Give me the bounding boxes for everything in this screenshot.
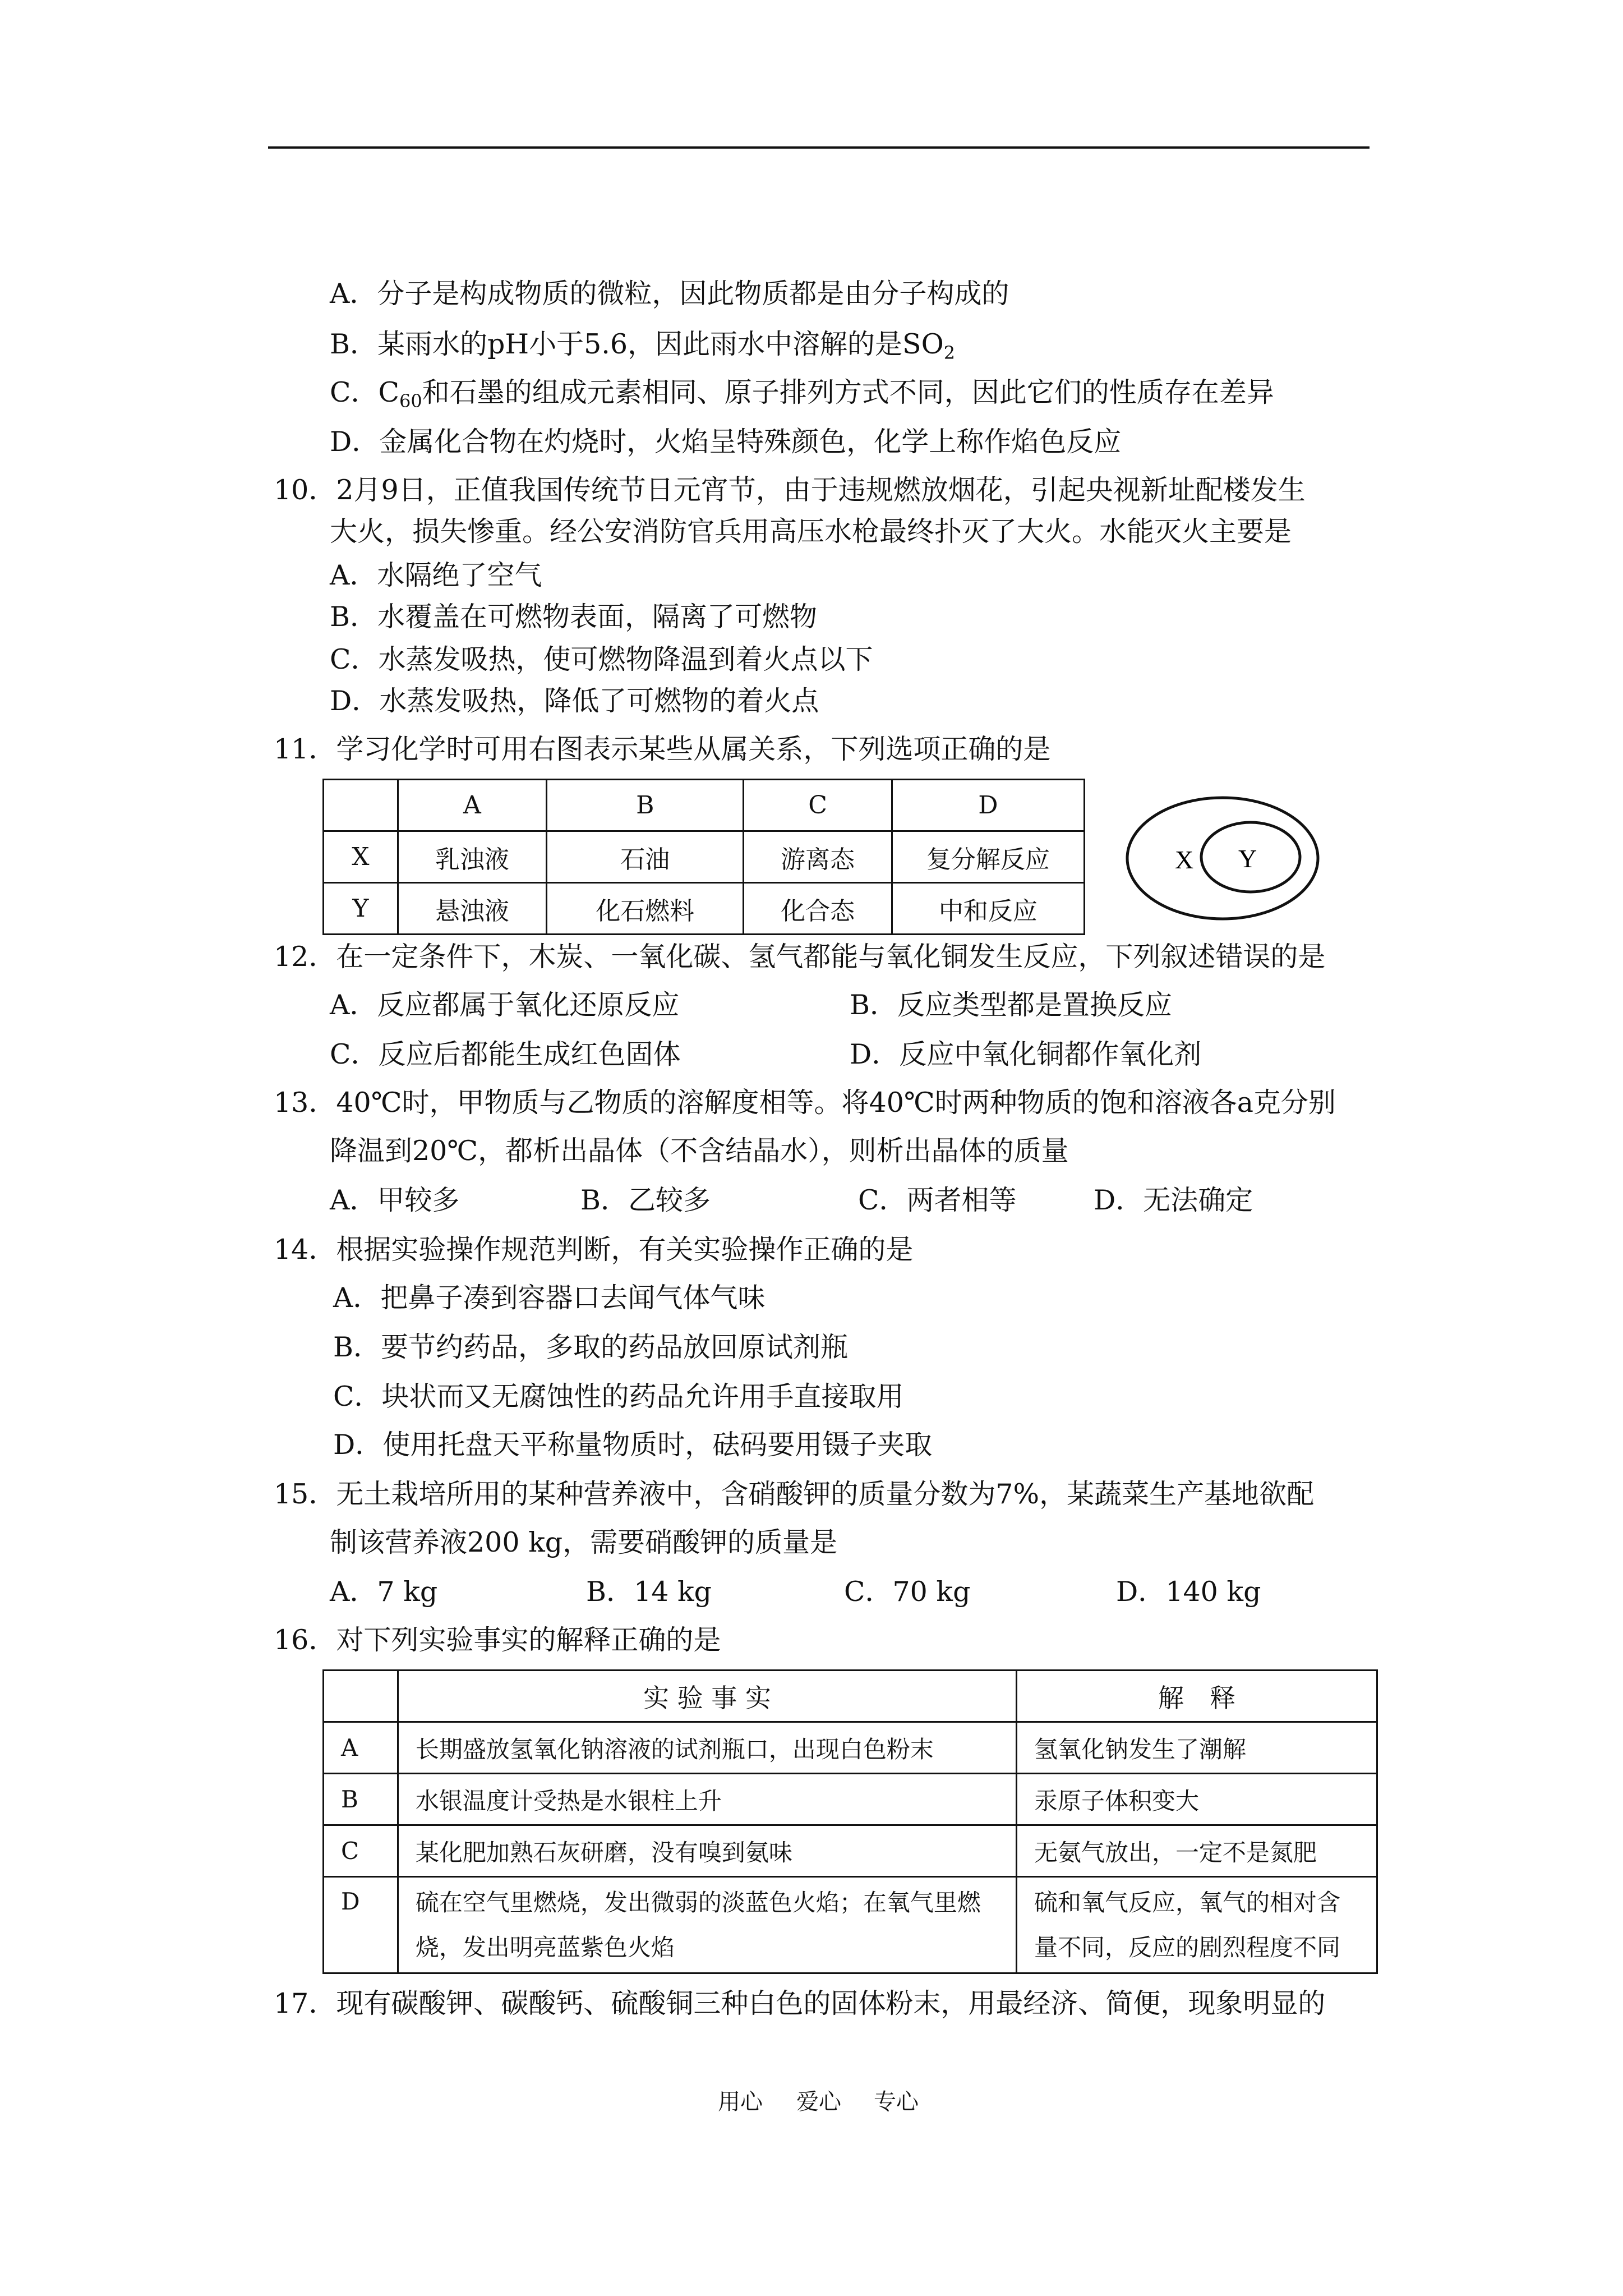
- q15-stem-line1: 15．无土栽培所用的某种营养液中，含硝酸钾的质量分数为7%，某蔬菜生产基地欲配: [274, 1478, 1315, 1510]
- q16-header-cell: [324, 1671, 398, 1722]
- q11-header-cell: A: [398, 780, 546, 831]
- q11-cell: 石油: [547, 831, 744, 883]
- q10-stem-line1: 10．2月9日，正值我国传统节日元宵节，由于违规燃放烟花，引起央视新址配楼发生: [274, 474, 1306, 506]
- q9-option-b: B．某雨水的pH小于5.6，因此雨水中溶解的是$SO_2$: [330, 328, 956, 364]
- q11-header-cell: C: [744, 780, 892, 831]
- q10-stem-line2: 大火，损失惨重。经公安消防官兵用高压水枪最终扑灭了大火。水能灭火主要是: [330, 516, 1292, 547]
- q11-header-cell: [324, 780, 398, 831]
- q16-row-fact: 长期盛放氢氧化钠溶液的试剂瓶口，出现白色粉末: [398, 1722, 1016, 1774]
- q11-cell: 复分解反应: [892, 831, 1084, 883]
- q16-row-key: A: [324, 1722, 398, 1774]
- q10-option-c: C．水蒸发吸热，使可燃物降温到着火点以下: [330, 643, 873, 675]
- q16-stem: 16．对下列实验事实的解释正确的是: [274, 1624, 721, 1656]
- q14-option-c: C．块状而又无腐蚀性的药品允许用手直接取用: [333, 1381, 904, 1412]
- venn-label-x: X: [1175, 845, 1194, 874]
- q15-option-b: B．14 kg: [586, 1576, 712, 1608]
- q16-row-key: C: [324, 1825, 398, 1877]
- q13-option-d: D．无法确定: [1094, 1184, 1253, 1216]
- q16-row-fact: 某化肥加熟石灰研磨，没有嗅到氨味: [398, 1825, 1016, 1877]
- footer-item: 用心: [718, 2089, 763, 2115]
- q12-option-c: C．反应后都能生成红色固体: [330, 1038, 681, 1070]
- q13-option-a: A．甲较多: [330, 1184, 460, 1216]
- q11-stem: 11．学习化学时可用右图表示某些从属关系，下列选项正确的是: [274, 733, 1051, 765]
- q16-row-explain: 氢氧化钠发生了潮解: [1016, 1722, 1377, 1774]
- q15-option-c: C．70 kg: [844, 1576, 971, 1608]
- q16-row-fact: [398, 1877, 1016, 1973]
- q14-option-d: D．使用托盘天平称量物质时，砝码要用镊子夹取: [333, 1429, 933, 1461]
- q10-option-a: A．水隔绝了空气: [330, 559, 542, 591]
- q13-option-b: B．乙较多: [580, 1184, 711, 1216]
- q11-cell: Y: [324, 883, 398, 935]
- q12-option-a: A．反应都属于氧化还原反应: [330, 989, 680, 1021]
- q16-explain-line: 量不同，反应的剧烈程度不同: [1034, 1933, 1340, 1961]
- q16-row-key: B: [324, 1774, 398, 1825]
- q11-cell: 化合态: [744, 883, 892, 935]
- q12-option-d: D．反应中氧化铜都作氧化剂: [850, 1038, 1202, 1070]
- q16-row-fact: 水银温度计受热是水银柱上升: [398, 1774, 1016, 1825]
- q17-stem: 17．现有碳酸钾、碳酸钙、硫酸铜三种白色的固体粉末，用最经济、简便，现象明显的: [274, 1987, 1326, 2019]
- q15-option-a: A．7 kg: [330, 1576, 438, 1608]
- footer-item: 专心: [874, 2089, 919, 2115]
- footer-item: 爱心: [796, 2089, 841, 2115]
- q9-option-d: D．金属化合物在灼烧时，火焰呈特殊颜色，化学上称作焰色反应: [330, 426, 1122, 458]
- q10-option-b: B．水覆盖在可燃物表面，隔离了可燃物: [330, 601, 818, 633]
- q11-cell: 乳浊液: [398, 831, 546, 883]
- outer-ellipse: [1127, 798, 1318, 919]
- q11-table: [322, 779, 1085, 935]
- q14-option-a: A．把鼻子凑到容器口去闻气体气味: [333, 1282, 766, 1314]
- q11-header-cell: D: [892, 780, 1084, 831]
- q16-explain-line: 硫和氧气反应，氧气的相对含: [1034, 1888, 1340, 1916]
- q12-stem: 12．在一定条件下，木炭、一氧化碳、氢气都能与氧化铜发生反应，下列叙述错误的是: [274, 941, 1326, 973]
- q13-option-c: C．两者相等: [858, 1184, 1017, 1216]
- q14-stem: 14．根据实验操作规范判断，有关实验操作正确的是: [274, 1234, 914, 1266]
- q9-option-c: C．$C_{60}$和石墨的组成元素相同、原子排列方式不同，因此它们的性质存在差异: [330, 376, 1274, 412]
- q16-header-explain: 解 释: [1016, 1671, 1377, 1722]
- q9-option-a: A．分子是构成物质的微粒，因此物质都是由分子构成的: [330, 278, 1009, 310]
- q11-cell: 中和反应: [892, 883, 1084, 935]
- q13-stem-line2: 降温到20℃，都析出晶体（不含结晶水），则析出晶体的质量: [330, 1135, 1069, 1167]
- header-rule: [268, 146, 1370, 149]
- q11-cell: 悬浊液: [398, 883, 546, 935]
- venn-label-y: Y: [1238, 844, 1257, 873]
- q14-option-b: B．要节约药品，多取的药品放回原试剂瓶: [333, 1331, 849, 1363]
- q16-row-explain: 无氨气放出，一定不是氮肥: [1016, 1825, 1377, 1877]
- q15-stem-line2: 制该营养液200 kg，需要硝酸钾的质量是: [330, 1526, 838, 1558]
- q10-option-d: D．水蒸发吸热，降低了可燃物的着火点: [330, 685, 819, 717]
- q11-cell: 化石燃料: [547, 883, 744, 935]
- q11-cell: 游离态: [744, 831, 892, 883]
- q16-row-key: D: [324, 1877, 398, 1973]
- q11-header-cell: B: [547, 780, 744, 831]
- q16-fact-line: 烧，发出明亮蓝紫色火焰: [415, 1933, 675, 1961]
- q13-stem-line1: 13．40℃时，甲物质与乙物质的溶解度相等。将40℃时两种物质的饱和溶液各a克分别: [274, 1087, 1336, 1119]
- q16-row-explain: 汞原子体积变大: [1016, 1774, 1377, 1825]
- q15-option-d: D．140 kg: [1116, 1576, 1261, 1608]
- q12-option-b: B．反应类型都是置换反应: [850, 989, 1173, 1021]
- q16-table: [322, 1669, 1378, 1974]
- q16-fact-line: 硫在空气里燃烧，发出微弱的淡蓝色火焰；在氧气里燃: [415, 1888, 981, 1916]
- q11-cell: X: [324, 831, 398, 883]
- q11-venn-diagram: [1122, 791, 1324, 926]
- q16-header-fact: 实 验 事 实: [398, 1671, 1016, 1722]
- q16-row-explain: [1016, 1877, 1377, 1973]
